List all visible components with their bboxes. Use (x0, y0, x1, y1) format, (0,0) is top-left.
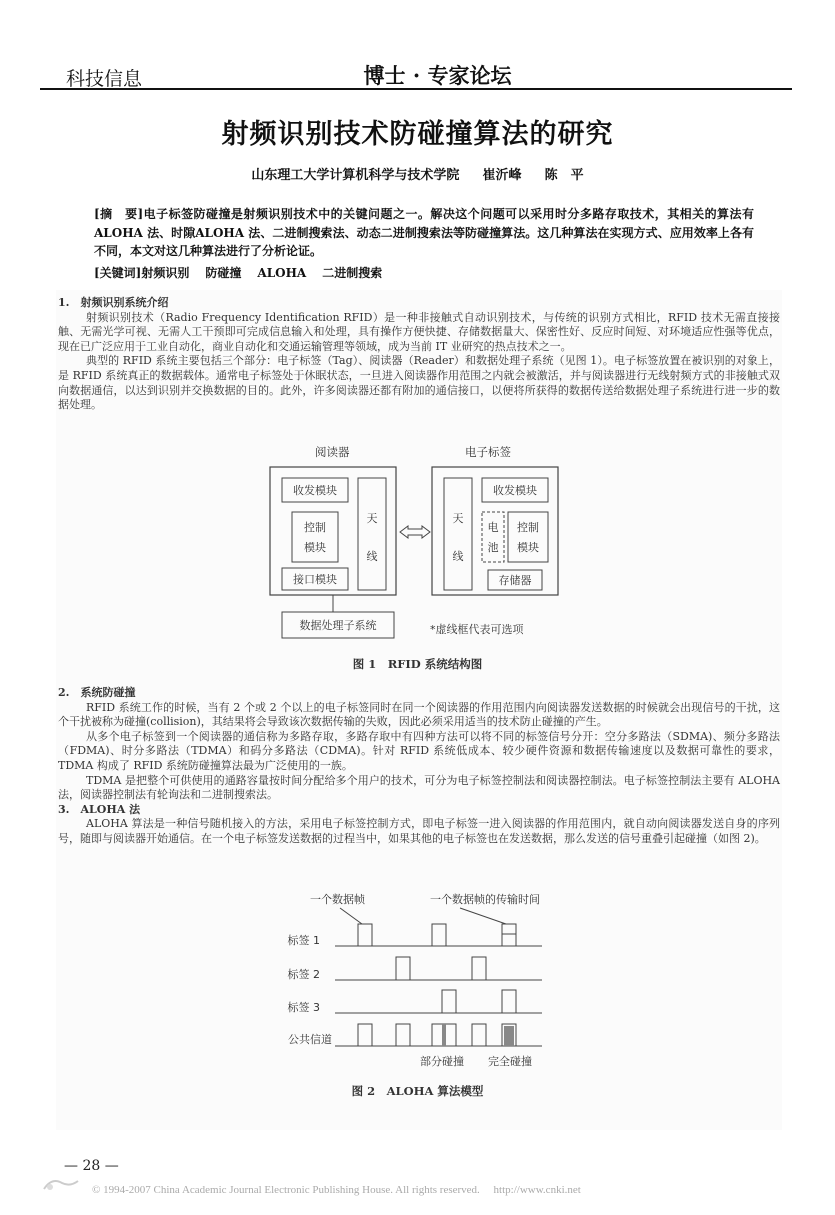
tag-label: 电子标签 (465, 445, 511, 459)
article-title: 射频识别技术防碰撞算法的研究 (221, 119, 614, 150)
section-3-heading: 3. ALOHA 法 (58, 802, 141, 816)
battery-char: 池 (487, 541, 499, 554)
tag-rf-label: 收发模块 (493, 484, 537, 497)
full-collision-fill (504, 1026, 514, 1046)
section-1-heading: 1. 射频识别系统介绍 (58, 296, 169, 309)
tag-control (508, 512, 548, 562)
partial-collision-fill (442, 1024, 446, 1046)
keywords (94, 264, 754, 281)
figure-note: *虚线框代表可选项 (430, 623, 524, 636)
keyword: ALOHA (257, 266, 307, 280)
figure-2-caption: 图 2 ALOHA 算法模型 (351, 1084, 484, 1098)
paragraph: 典型的 RFID 系统主要包括三个部分：电子标签（Tag）、阅读器（Reader）和数据处理子系统（见图 1）。电子标签放置在被识别的对象上，是 RFID 系统真正的数据载体。通常电子标签处于休眠状态，一旦进入阅读器作用范围之内就会被激活，并与阅读器进行无线射频方式的非接触式双向数据通信，以达到识别并交换数据的目的。此外，许多阅读器还都有附加的通信接口，以便将所获得的数据传送给数据处理子系统进行进一步的数据处理。 (58, 354, 780, 412)
antenna-char: 天 (452, 512, 464, 525)
section-title: 博士 · 专家论坛 (363, 63, 512, 88)
paragraph: ALOHA 算法是一种信号随机接入的方法，采用电子标签控制方式，即电子标签一进入阅读器的作用范围内，就自动向阅读器发送自身的序列号，随即与阅读器开始通信。在一个电子标签发送数据的过程当中，如果其他的电子标签也在发送数据，那么发送的信号重叠引起碰撞（如图 2)。 (58, 817, 780, 845)
copyright-notice: © 1994-2007 China Academic Journal Electronic Publishing House. All rights reserved. http://www.cnki.net (92, 1184, 581, 1196)
storage-label: 存储器 (498, 574, 532, 587)
affiliation: 山东理工大学计算机科学与技术学院 (251, 168, 460, 183)
channel-pulse (396, 1024, 410, 1046)
pointer-line (340, 908, 362, 924)
partial-collision-label: 部分碰撞 (420, 1055, 464, 1068)
channel-pulse (472, 1024, 486, 1046)
author-1: 崔沂峰 (482, 168, 522, 183)
frame-pulse (502, 924, 516, 946)
row-label: 标签 3 (287, 1001, 320, 1014)
section-2-heading: 2. 系统防碰撞 (58, 686, 136, 699)
figure-1-diagram (260, 442, 580, 656)
author-line (0, 164, 835, 183)
dp-label: 数据处理子系统 (299, 619, 377, 632)
antenna-char: 线 (452, 550, 464, 563)
row-label: 公共信道 (288, 1033, 332, 1046)
section-2 (58, 686, 780, 847)
frame-pulse (396, 957, 410, 980)
journal-name: 科技信息 (66, 68, 143, 90)
full-collision-label: 完全碰撞 (488, 1055, 532, 1068)
frame-label: 一个数据帧 (310, 893, 365, 906)
pointer-line (460, 908, 506, 924)
frame-pulse (358, 924, 372, 946)
frame-pulse (442, 990, 456, 1013)
section-1 (58, 296, 780, 413)
frame-pulse (502, 990, 516, 1013)
abstract (94, 205, 754, 261)
reader-label: 阅读器 (315, 445, 350, 459)
paragraph: RFID 系统工作的时候，当有 2 个或 2 个以上的电子标签同时在同一个阅读器的作用范围内向阅读器发送数据的时候就会出现信号的干扰，这个干扰被称为碰撞(collision)，其结果将会导致该次数据传输的失败，因此必须采用适当的技术防止碰撞的产生。 (58, 700, 780, 729)
battery-box (482, 512, 504, 562)
reader-rf-label: 收发模块 (293, 484, 337, 497)
abstract-label: [摘 要] (94, 207, 144, 221)
abstract-text: 电子标签防碰撞是射频识别技术中的关键问题之一。解决这个问题可以采用时分多路存取技术，其相关的算法有ALOHA 法、时隙ALOHA 法、二进制搜索法、动态二进制搜索法等防碰撞算法。这几种算法在实现方式、应用效率上各有不同，本文对这几种算法进行了分析论证。 (94, 207, 754, 258)
tag-antenna (444, 478, 472, 590)
double-arrow-icon (400, 526, 430, 538)
author-2: 陈 平 (544, 168, 584, 183)
publisher-logo-icon (40, 1175, 82, 1195)
figure-2-diagram (280, 888, 550, 1073)
reader-control (292, 512, 338, 562)
control-label: 控制 (304, 521, 326, 534)
time-label: 一个数据帧的传输时间 (430, 893, 540, 906)
frame-pulse (472, 957, 486, 980)
keyword: 二进制搜索 (322, 266, 383, 280)
keyword: 防碰撞 (205, 266, 242, 280)
module-label: 模块 (304, 541, 326, 554)
antenna-char: 天 (366, 512, 378, 525)
row-label: 标签 1 (287, 934, 320, 947)
paragraph: 从多个电子标签到一个阅读器的通信称为多路存取，多路存取中有四种方法可以将不同的标签信号分开：空分多路法（SDMA)、频分多路法（FDMA)、时分多路法（TDMA）和码分多路法（CDMA)。针对 RFID 系统低成本、较少硬件资源和数据传输速度以及数据可靠性的要求，TDMA 构成了 RFID 系统防碰撞算法最为广泛使用的一族。 (58, 729, 780, 772)
paragraph: 射频识别技术（Radio Frequency Identification RFID）是一种非接触式自动识别技术，与传统的识别方式相比，RFID 技术无需直接接触、无需光学可视、无需人工干预即可完成信息输入和处理，具有操作方便快捷、存储数据量大、保密性好、反应时间短、对环境适应性强等优点，现在已广泛应用于工业自动化，商业自动化和交通运输管理等领域，成为当前 IT 业研究的热点技术之一。 (58, 310, 780, 353)
reader-antenna (358, 478, 386, 590)
battery-char: 电 (487, 521, 499, 534)
frame-pulse (432, 924, 446, 946)
antenna-char: 线 (366, 550, 378, 563)
page-number: — 28 — (64, 1158, 119, 1174)
paragraph: TDMA 是把整个可供使用的通路容量按时间分配给多个用户的技术，可分为电子标签控制法和阅读器控制法。电子标签控制法主要有 ALOHA 法，阅读器控制法有轮询法和二进制搜索法。 (58, 773, 780, 802)
header-rule (40, 88, 792, 90)
row-label: 标签 2 (287, 968, 320, 981)
module-label: 模块 (517, 541, 539, 554)
control-label: 控制 (517, 521, 539, 534)
keywords-label: [关键词] (94, 266, 142, 280)
keyword: 射频识别 (141, 266, 190, 280)
channel-pulse (358, 1024, 372, 1046)
figure-1-caption: 图 1 RFID 系统结构图 (352, 657, 483, 671)
interface-label: 接口模块 (293, 573, 337, 586)
